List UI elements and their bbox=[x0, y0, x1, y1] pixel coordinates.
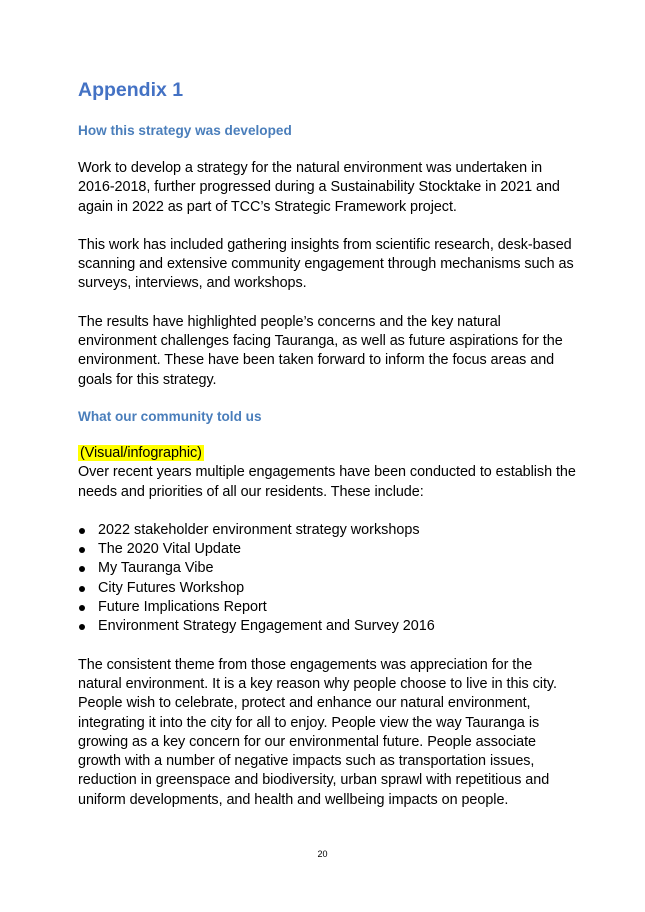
page-number: 20 bbox=[317, 849, 328, 859]
paragraph-engagements-intro: Over recent years multiple engagements have been conducted to establish the needs and priorities of all our residents. These include: bbox=[78, 464, 576, 500]
list-item bbox=[78, 598, 578, 617]
list-item bbox=[78, 540, 578, 559]
paragraph-insights: This work has included gathering insights from scientific research, desk-based scanning and extensive community engagement through mechanisms such as surveys, interviews, and workshops. bbox=[78, 236, 574, 292]
list-item bbox=[78, 521, 578, 540]
list-item bbox=[78, 579, 578, 598]
engagements-list bbox=[78, 521, 578, 637]
section-title-how-developed: How this strategy was developed bbox=[78, 123, 292, 138]
section-title-community: What our community told us bbox=[78, 408, 262, 424]
paragraph-consistent-theme: The consistent theme from those engagements was appreciation for the natural environment. It is a key reason why people choose to live in this city. People wish to celebrate, protect and enhance our natural environment, integrating it into the city for all to enjoy. People view the way Tauranga is growing as a key concern for our environmental future. People associate growth with a number of negative impacts such as transportation issues, reduction in greenspace and biodiversity, urban sprawl with repetitious and uniform developments, and health and wellbeing impacts on people. bbox=[78, 656, 557, 808]
bullet-icon bbox=[79, 547, 85, 553]
paragraph-work-to-develop: Work to develop a strategy for the natural environment was undertaken in 2016-2018, further progressed during a Sustainability Stocktake in 2021 and again in 2022 as part of TCC’s Strategic Framework project. bbox=[78, 160, 560, 215]
list-item-text: 2022 stakeholder environment strategy workshops bbox=[98, 521, 420, 538]
bullet-icon bbox=[79, 528, 85, 534]
page-heading: Appendix 1 bbox=[78, 79, 184, 101]
list-item bbox=[78, 617, 578, 636]
infographic-placeholder-line bbox=[78, 444, 578, 463]
list-item-text: My Tauranga Vibe bbox=[98, 560, 214, 577]
bullet-icon bbox=[79, 624, 85, 630]
list-item-text: City Futures Workshop bbox=[98, 579, 245, 596]
list-item bbox=[78, 559, 578, 578]
paragraph-results: The results have highlighted people’s concerns and the key natural environment challenges facing Tauranga, as well as future aspirations for the environment. These have been taken forward to inform the focus areas and goals for this strategy. bbox=[78, 313, 563, 388]
bullet-icon bbox=[79, 586, 85, 592]
bullet-icon bbox=[79, 566, 85, 572]
infographic-placeholder-highlight: (Visual/infographic) bbox=[80, 444, 202, 461]
list-item-text: Environment Strategy Engagement and Survey 2016 bbox=[98, 618, 435, 635]
list-item-text: Future Implications Report bbox=[98, 599, 267, 616]
list-item-text: The 2020 Vital Update bbox=[98, 541, 241, 558]
bullet-icon bbox=[79, 605, 85, 611]
page-content bbox=[78, 78, 578, 810]
